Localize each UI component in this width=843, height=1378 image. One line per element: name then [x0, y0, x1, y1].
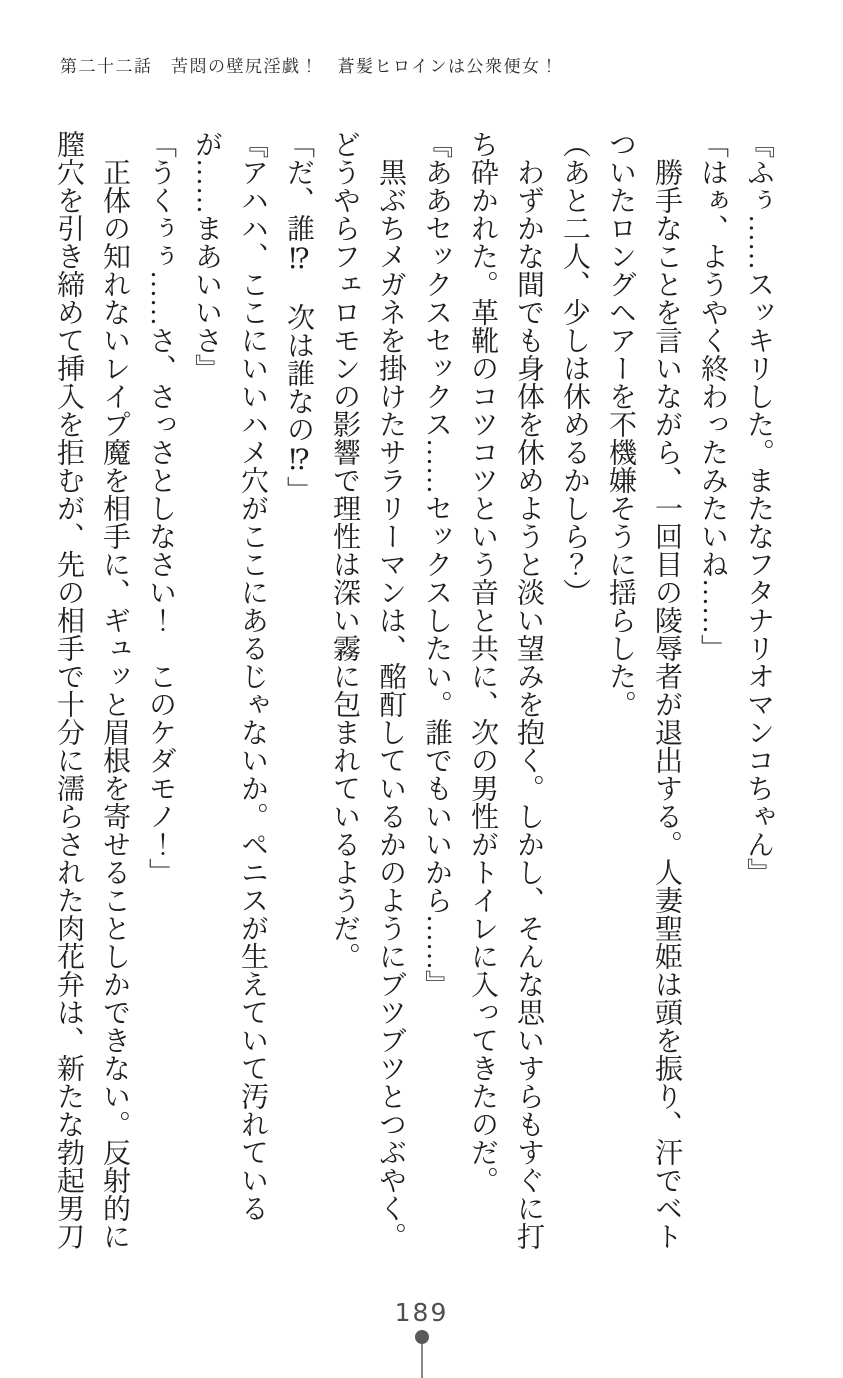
paragraph: （あと二人、少しは休めるかしら？）: [559, 130, 590, 606]
paragraph: 『ふぅ……スッキリした。またなフタナリオマンコちゃん』: [743, 130, 774, 886]
paragraph: 「うくぅぅ……さ、さっさとしなさい！ このケダモノ！」: [145, 130, 176, 886]
paragraph: 黒ぶちメガネを掛けたサラリーマンは、酩酊しているかのようにブツブツとつぶやく。どうやらフェロモンの影響で理性は深い霧に包まれているようだ。: [329, 130, 406, 1250]
paragraph: 正体の知れないレイプ魔を相手に、ギュッと眉根を寄せることしかできない。反射的に膣穴を引き締めて挿入を拒むが、先の相手で十分に濡らされた肉花弁は、新たな勃起男刀: [53, 130, 130, 1250]
paragraph: 「だ、誰⁉ 次は誰なの⁉」: [283, 130, 314, 504]
paragraph: 『ああセックスセックス……セックスしたい。誰でもいいから……』: [421, 130, 452, 998]
paragraph: 勝手なことを言いながら、一回目の陵辱者が退出する。人妻聖姫は頭を振り、汗でベトついたロングヘアーを不機嫌そうに揺らした。: [605, 130, 682, 1250]
page-ornament-stem-icon: [421, 1344, 423, 1378]
page-footer: [0, 1300, 843, 1378]
paragraph: 『アハハ、ここにいいハメ穴がここにあるじゃないか。ペニスが生えていて汚れているが……まあいいさ』: [191, 130, 268, 1222]
paragraph: わずかな間でも身体を休めようと淡い望みを抱く。しかし、そんな思いすらもすぐに打ち砕かれた。革靴のコツコツという音と共に、次の男性がトイレに入ってきたのだ。: [467, 130, 544, 1250]
paragraph: 「はぁ、ようやく終わったみたいね……」: [697, 130, 728, 662]
page-number: 189: [394, 1298, 449, 1327]
chapter-header: 第二十二話 苦悶の壁尻淫戯！ 蒼髪ヒロインは公衆便女！: [60, 57, 559, 76]
body-text: [45, 130, 781, 1250]
page-ornament-dot-icon: [415, 1330, 429, 1344]
